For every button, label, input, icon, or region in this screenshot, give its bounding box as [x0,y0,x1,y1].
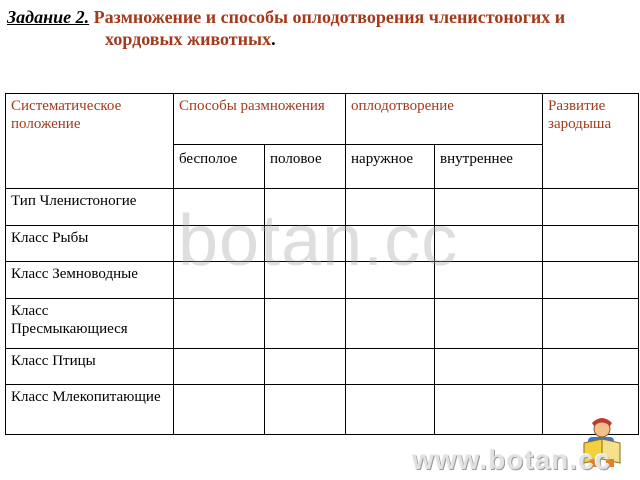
table-cell [265,226,346,262]
table-cell [174,385,265,435]
table-cell [543,299,639,349]
table-cell [543,189,639,226]
table-cell [346,385,435,435]
table-cell [174,226,265,262]
table-cell [435,189,543,226]
table-cell [174,349,265,385]
table-cell [265,349,346,385]
table-cell [174,299,265,349]
watermark-website: www.botan.cc [412,444,612,475]
header-reproduction: Способы размножения [174,94,346,145]
table-cell [435,226,543,262]
reproduction-table [5,93,639,435]
table-cell [174,262,265,299]
watermark-center: botan.cc [178,201,459,281]
title-line-1: Размножение и способы оплодотворения членистоногих и [93,7,566,27]
table-cell [543,349,639,385]
table-cell [543,262,639,299]
table-row [6,226,639,262]
row-label: Класс Млекопитающие [6,385,174,435]
subheader-internal: внутреннее [435,145,543,189]
table-row [6,189,639,226]
row-label: Класс Птицы [6,349,174,385]
header-development: Развитие зародыша [543,94,639,189]
table-cell [346,349,435,385]
table-row [6,262,639,299]
assignment-title [7,6,632,50]
row-label: Тип Членистоногие [6,189,174,226]
table-cell [346,299,435,349]
subheader-asexual: бесполое [174,145,265,189]
table-cell [174,189,265,226]
row-label: Класс Пресмыкающиеся [6,299,174,349]
table-cell [265,189,346,226]
table-cell [435,349,543,385]
title-period: . [271,29,276,49]
task-label: Задание 2. [7,7,90,27]
table-row [6,349,639,385]
title-line-2: хордовых животных [105,29,272,49]
table-cell [265,299,346,349]
header-fertilization: оплодотворение [346,94,543,145]
table-cell [543,226,639,262]
table-cell [435,262,543,299]
table-cell [435,385,543,435]
subheader-external: наружное [346,145,435,189]
table-cell [265,385,346,435]
table-row [6,299,639,349]
subheader-sexual: половое [265,145,346,189]
table-cell [346,189,435,226]
header-systematic: Систематическое положение [6,94,174,189]
row-label: Класс Рыбы [6,226,174,262]
table-cell [265,262,346,299]
table-cell [346,262,435,299]
table-row [6,385,639,435]
row-label: Класс Земноводные [6,262,174,299]
table-cell [435,299,543,349]
table-cell [346,226,435,262]
